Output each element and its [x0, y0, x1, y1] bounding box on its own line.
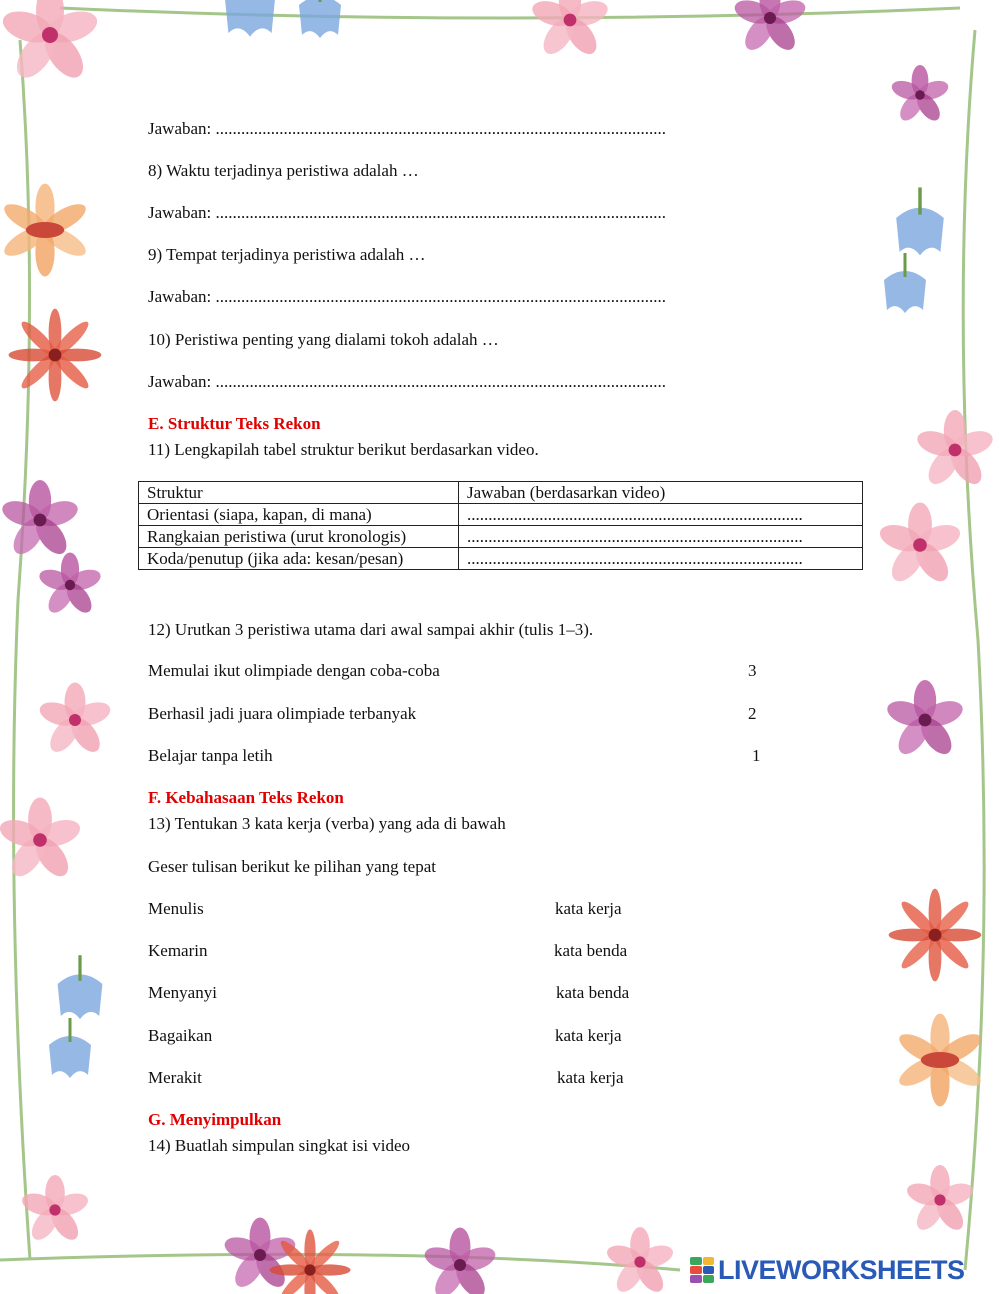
table-cell-answer[interactable]: ............................................................................... [459, 504, 863, 526]
structure-table [138, 481, 863, 570]
section-f-heading: F. Kebahasaan Teks Rekon [148, 788, 344, 807]
word-item: Menulis [148, 899, 204, 918]
event-item-text: Memulai ikut olimpiade dengan coba-coba [148, 661, 440, 680]
answer-line-8[interactable]: Jawaban: .......................................................................................................... [148, 203, 667, 222]
table-header-cell: Struktur [139, 482, 459, 504]
word-item: Merakit [148, 1068, 202, 1087]
answer-line-9[interactable]: Jawaban: .......................................................................................................... [148, 287, 667, 306]
question-8: 8) Waktu terjadinya peristiwa adalah … [148, 161, 419, 180]
word-item: Kemarin [148, 941, 208, 960]
section-g-heading: G. Menyimpulkan [148, 1110, 282, 1129]
word-item: Bagaikan [148, 1026, 213, 1045]
liveworksheets-brand[interactable] [690, 1255, 965, 1285]
word-item: Menyanyi [148, 983, 217, 1002]
word-answer-dropzone[interactable]: kata kerja [555, 899, 622, 918]
question-13: 13) Tentukan 3 kata kerja (verba) yang ada di bawah [148, 814, 506, 833]
table-cell-answer[interactable]: ............................................................................... [459, 526, 863, 548]
answer-line-10[interactable]: Jawaban: .......................................................................................................... [148, 372, 667, 391]
table-row [139, 548, 863, 570]
table-header-row [139, 482, 863, 504]
word-answer-dropzone[interactable]: kata benda [556, 983, 630, 1002]
liveworksheets-logo-icon [690, 1257, 714, 1283]
drag-instruction: Geser tulisan berikut ke pilihan yang tepat [148, 857, 436, 876]
word-answer-dropzone[interactable]: kata kerja [557, 1068, 624, 1087]
question-12: 12) Urutkan 3 peristiwa utama dari awal sampai akhir (tulis 1–3). [148, 620, 594, 639]
event-item-text: Berhasil jadi juara olimpiade terbanyak [148, 704, 417, 723]
table-row [139, 526, 863, 548]
table-cell-answer[interactable]: ............................................................................... [459, 548, 863, 570]
question-11: 11) Lengkapilah tabel struktur berikut berdasarkan video. [148, 440, 539, 459]
answer-line-7: Jawaban: .......................................................................................................... [148, 119, 667, 138]
table-header-cell: Jawaban (berdasarkan video) [459, 482, 863, 504]
question-10: 10) Peristiwa penting yang dialami tokoh adalah … [148, 330, 499, 349]
brand-name: LIVEWORKSHEETS [718, 1254, 965, 1285]
section-e-heading: E. Struktur Teks Rekon [148, 414, 321, 433]
table-cell-structure: Rangkaian peristiwa (urut kronologis) [139, 526, 459, 548]
event-order-input[interactable]: 3 [748, 661, 757, 680]
word-answer-dropzone[interactable]: kata kerja [555, 1026, 622, 1045]
word-answer-dropzone[interactable]: kata benda [554, 941, 628, 960]
question-9: 9) Tempat terjadinya peristiwa adalah … [148, 245, 426, 264]
table-cell-structure: Koda/penutup (jika ada: kesan/pesan) [139, 548, 459, 570]
table-row [139, 504, 863, 526]
event-order-input[interactable]: 1 [752, 746, 761, 765]
question-14: 14) Buatlah simpulan singkat isi video [148, 1136, 411, 1155]
event-item-text: Belajar tanpa letih [148, 746, 273, 765]
event-order-input[interactable]: 2 [748, 704, 757, 723]
table-cell-structure: Orientasi (siapa, kapan, di mana) [139, 504, 459, 526]
